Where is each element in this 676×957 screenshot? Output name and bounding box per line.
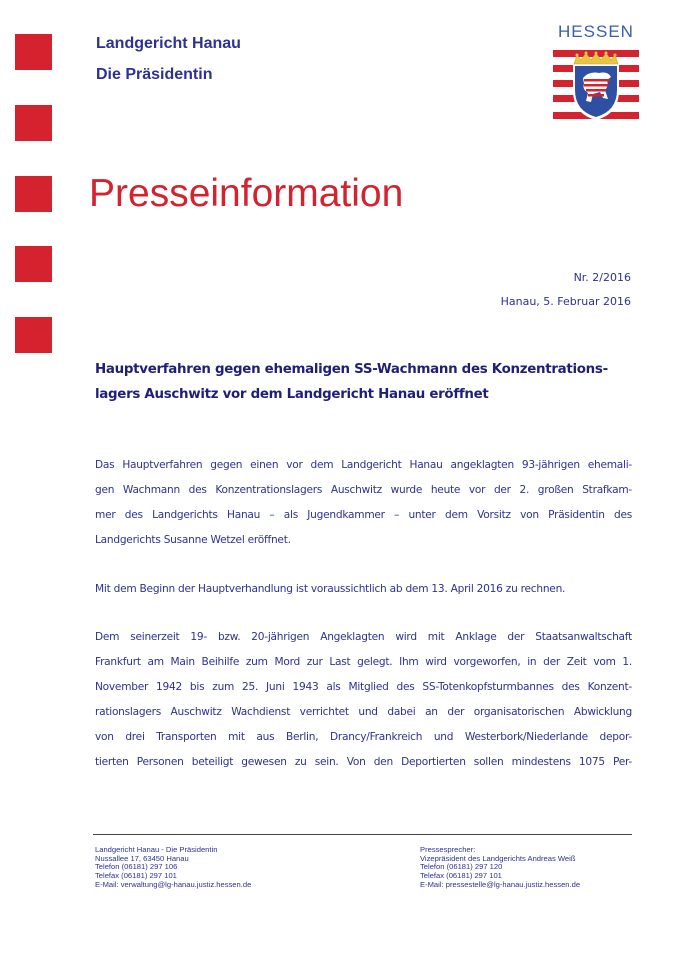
footer-phone: Telefon (06181) 297 106	[95, 862, 178, 872]
footer-line: Pressesprecher:	[420, 845, 476, 854]
footer-email-link[interactable]: E-Mail: pressestelle@lg-hanau.justiz.hessen.de	[420, 879, 581, 889]
footer-press-contact	[420, 846, 580, 890]
paragraph-line: Landgerichts Susanne Wetzel eröffnet.	[95, 534, 291, 546]
paragraph-line: November 1942 bis zum 25. Juni 1943 als Mitglied des SS-Totenkopfsturmbannes des Konzent-	[95, 681, 632, 693]
footer-line: Nussallee 17, 63450 Hanau	[95, 853, 189, 863]
paragraph-line: von drei Transporten mit aus Berlin, Drancy/Frankreich und Westerbork/Niederlande depor-	[95, 731, 632, 743]
footer-line: Landgericht Hanau - Die Präsidentin	[95, 845, 218, 854]
decorative-red-square	[15, 34, 52, 70]
paragraph-line: Frankfurt am Main Beihilfe zum Mord zur Last gelegt. Ihm wird vorgeworfen, in der Zeit vom 1.	[95, 656, 632, 668]
decorative-red-square	[15, 317, 52, 353]
footer-court-contact	[95, 846, 251, 890]
paragraph-line: mer des Landgerichts Hanau – als Jugendkammer – unter dem Vorsitz von Präsidentin des	[95, 509, 632, 521]
footer-line: Vizepräsident des Landgerichts Andreas Weiß	[420, 853, 576, 863]
body-paragraph	[95, 577, 632, 602]
paragraph-line: tierten Personen beteiligt gewesen zu sein. Von den Deportierten sollen mindestens 1075 Per-	[95, 756, 632, 768]
body-paragraph	[95, 625, 632, 775]
place-and-date: Hanau, 5. Februar 2016	[500, 295, 631, 308]
organization-name: Landgericht Hanau	[96, 35, 241, 52]
document-number: Nr. 2/2016	[573, 271, 631, 284]
paragraph-line: Mit dem Beginn der Hauptverhandlung ist voraussichtlich ab dem 13. April 2016 zu rechnen.	[95, 583, 566, 595]
decorative-red-square	[15, 105, 52, 141]
hessen-coat-of-arms-icon	[553, 44, 639, 130]
footer-fax: Telefax (06181) 297 101	[95, 871, 177, 881]
hessen-logo-text: HESSEN	[558, 22, 634, 41]
document-title: Presseinformation	[89, 172, 404, 215]
paragraph-line: rationslagers Auschwitz Wachdienst verrichtet und dabei an der organisatorischen Abwicklung	[95, 706, 632, 718]
footer-email-link[interactable]: E-Mail: verwaltung@lg-hanau.justiz.hessen.de	[95, 879, 252, 889]
headline-line: Hauptverfahren gegen ehemaligen SS-Wachmann des Konzentrations-	[95, 362, 608, 377]
decorative-red-square	[15, 176, 52, 212]
department-name: Die Präsidentin	[96, 66, 213, 83]
paragraph-line: Das Hauptverfahren gegen einen vor dem Landgericht Hanau angeklagten 93-jährigen ehemali-	[95, 459, 632, 471]
decorative-red-square	[15, 246, 52, 282]
headline-line: lagers Auschwitz vor dem Landgericht Hanau eröffnet	[95, 387, 489, 402]
hessen-logo	[553, 22, 639, 128]
press-headline	[95, 357, 640, 407]
paragraph-line: gen Wachmann des Konzentrationslagers Auschwitz wurde heute vor der 2. großen Strafkam-	[95, 484, 632, 496]
footer-fax: Telefax (06181) 297 101	[420, 871, 502, 881]
footer-phone: Telefon (06181) 297 120	[420, 862, 503, 872]
footer-divider	[93, 834, 632, 835]
paragraph-line: Dem seinerzeit 19- bzw. 20-jährigen Angeklagten wird mit Anklage der Staatsanwaltschaft	[95, 631, 632, 643]
body-paragraph	[95, 453, 632, 553]
